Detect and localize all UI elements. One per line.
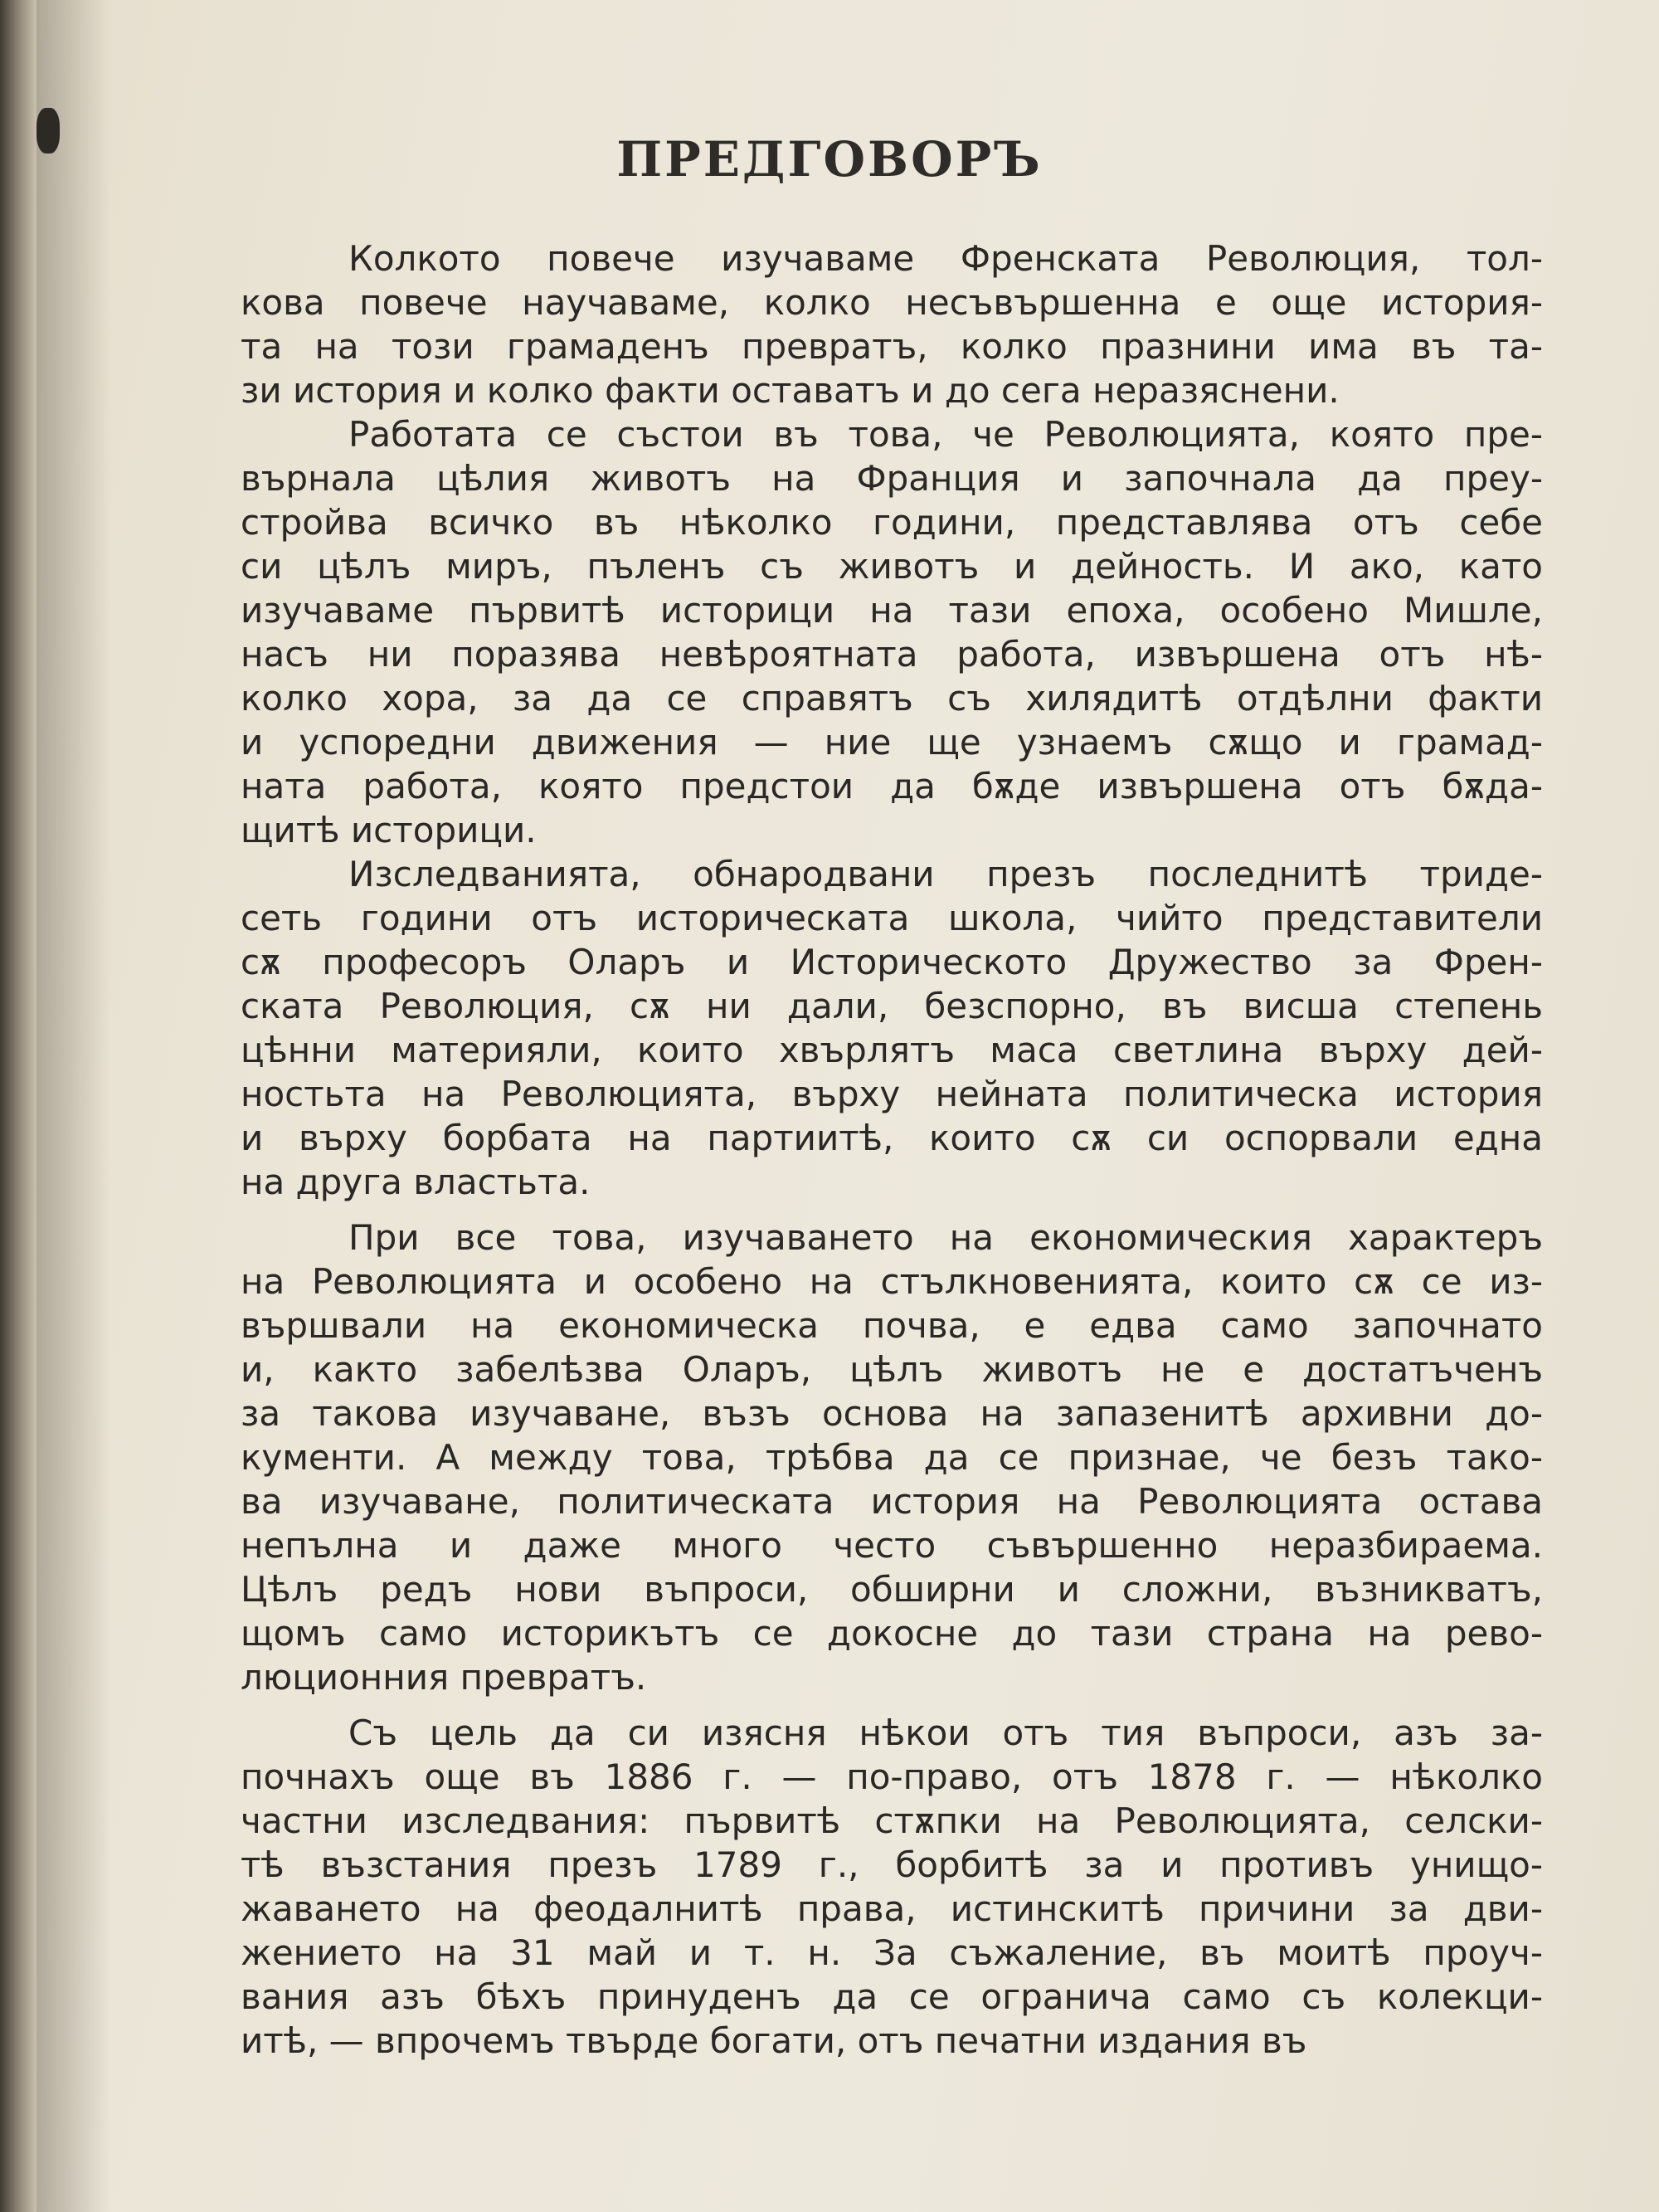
text-line: люционния превратъ. [241,1657,647,1698]
body-text [241,236,1543,2063]
text-line: стройва всичко въ нѣколко години, представлява отъ себе [241,502,1543,543]
text-line: насъ ни поразява невѣроятната работа, извършена отъ нѣ- [241,634,1543,675]
text-line: на друга властьта. [241,1162,591,1202]
text-line: за такова изучаване, възъ основа на запазенитѣ архивни до- [241,1393,1543,1434]
text-line: Съ цель да си изясня нѣкои отъ тия въпроси, азъ за- [348,1713,1543,1753]
text-line: та на този грамаденъ превратъ, колко празнини има въ та- [241,326,1543,367]
text-line: и върху борбата на партиитѣ, които сѫ си оспорвали една [241,1118,1543,1158]
text-line: си цѣлъ миръ, пъленъ съ животъ и дейность. И ако, като [241,546,1543,587]
text-line: непълна и даже много често съвършенно неразбираема. [241,1525,1543,1566]
text-line: и, както забелѣзва Оларъ, цѣлъ животъ не е достатъченъ [241,1349,1543,1390]
text-line: вършвали на економическа почва, е едва само започнато [241,1305,1543,1346]
gutter-shadow [36,0,111,2212]
text-line: жаването на феодалнитѣ права, истинскитѣ причини за дви- [241,1888,1543,1929]
book-binding [0,0,38,2212]
text-line: ностьта на Революцията, върху нейната политическа история [241,1074,1543,1114]
paragraph [241,412,1543,852]
paragraph [241,1216,1543,1699]
text-line: зи история и колко факти оставатъ и до сега неразяснени. [241,370,1340,411]
paragraph [241,1711,1543,2063]
text-line: жението на 31 май и т. н. За съжаление, въ моитѣ проуч- [241,1932,1543,1973]
text-line: и успоредни движения — ние ще узнаемъ сѫщо и грамад- [241,722,1543,763]
text-line: кументи. А между това, трѣбва да се признае, че безъ тако- [241,1437,1543,1478]
text-line: При все това, изучаването на економическия характеръ [348,1217,1543,1258]
text-line: щитѣ историци. [241,810,537,850]
text-line: щомъ само историкътъ се докосне до тази страна на рево- [241,1613,1543,1654]
text-line: итѣ, — впрочемъ твърде богати, отъ печатни издания въ [241,2020,1307,2061]
chapter-title: ПРЕДГОВОРЪ [616,131,1043,188]
text-line: цѣнни материяли, които хвърлятъ маса светлина върху дей- [241,1030,1543,1070]
text-line: Цѣлъ редъ нови въпроси, обширни и сложни, възникватъ, [241,1569,1543,1610]
text-line: на Революцията и особено на стълкновенията, които сѫ се из- [241,1261,1543,1302]
paragraph [241,852,1543,1204]
text-line: почнахъ още въ 1886 г. — по-право, отъ 1878 г. — нѣколко [241,1756,1543,1797]
text-line: ската Революция, сѫ ни дали, безспорно, въ висша степень [241,986,1543,1026]
text-line: Изследванията, обнародвани презъ последнитѣ триде- [348,854,1543,894]
text-line: тѣ възстания презъ 1789 г., борбитѣ за и противъ унищо- [241,1844,1543,1885]
text-line: сеть години отъ историческата школа, чийто представители [241,898,1543,938]
text-line: Колкото повече изучаваме Френската Революция, тол- [348,238,1543,279]
text-line: колко хора, за да се справятъ съ хилядитѣ отдѣлни факти [241,678,1543,719]
text-line: изучаваме първитѣ историци на тази епоха, особено Мишле, [241,590,1543,631]
text-line: кова повече научаваме, колко несъвършенна е още история- [241,282,1543,323]
text-line: ната работа, която предстои да бѫде извършена отъ бѫда- [241,766,1543,806]
text-line: върнала цѣлия животъ на Франция и започнала да преу- [241,458,1543,499]
text-line: вания азъ бѣхъ принуденъ да се ограничa само съ колекци- [241,1976,1543,2017]
text-line: сѫ професоръ Оларъ и Историческото Дружество за Френ- [241,942,1543,982]
text-line: частни изследвания: първитѣ стѫпки на Революцията, селски- [241,1800,1543,1841]
paragraph-gap [241,1204,1543,1216]
paragraph-gap [241,1699,1543,1711]
text-line: Работата се състои въ това, че Революцията, която пре- [348,414,1543,455]
text-line: ва изучаване, политическата история на Революцията остава [241,1481,1543,1522]
paragraph [241,236,1543,412]
